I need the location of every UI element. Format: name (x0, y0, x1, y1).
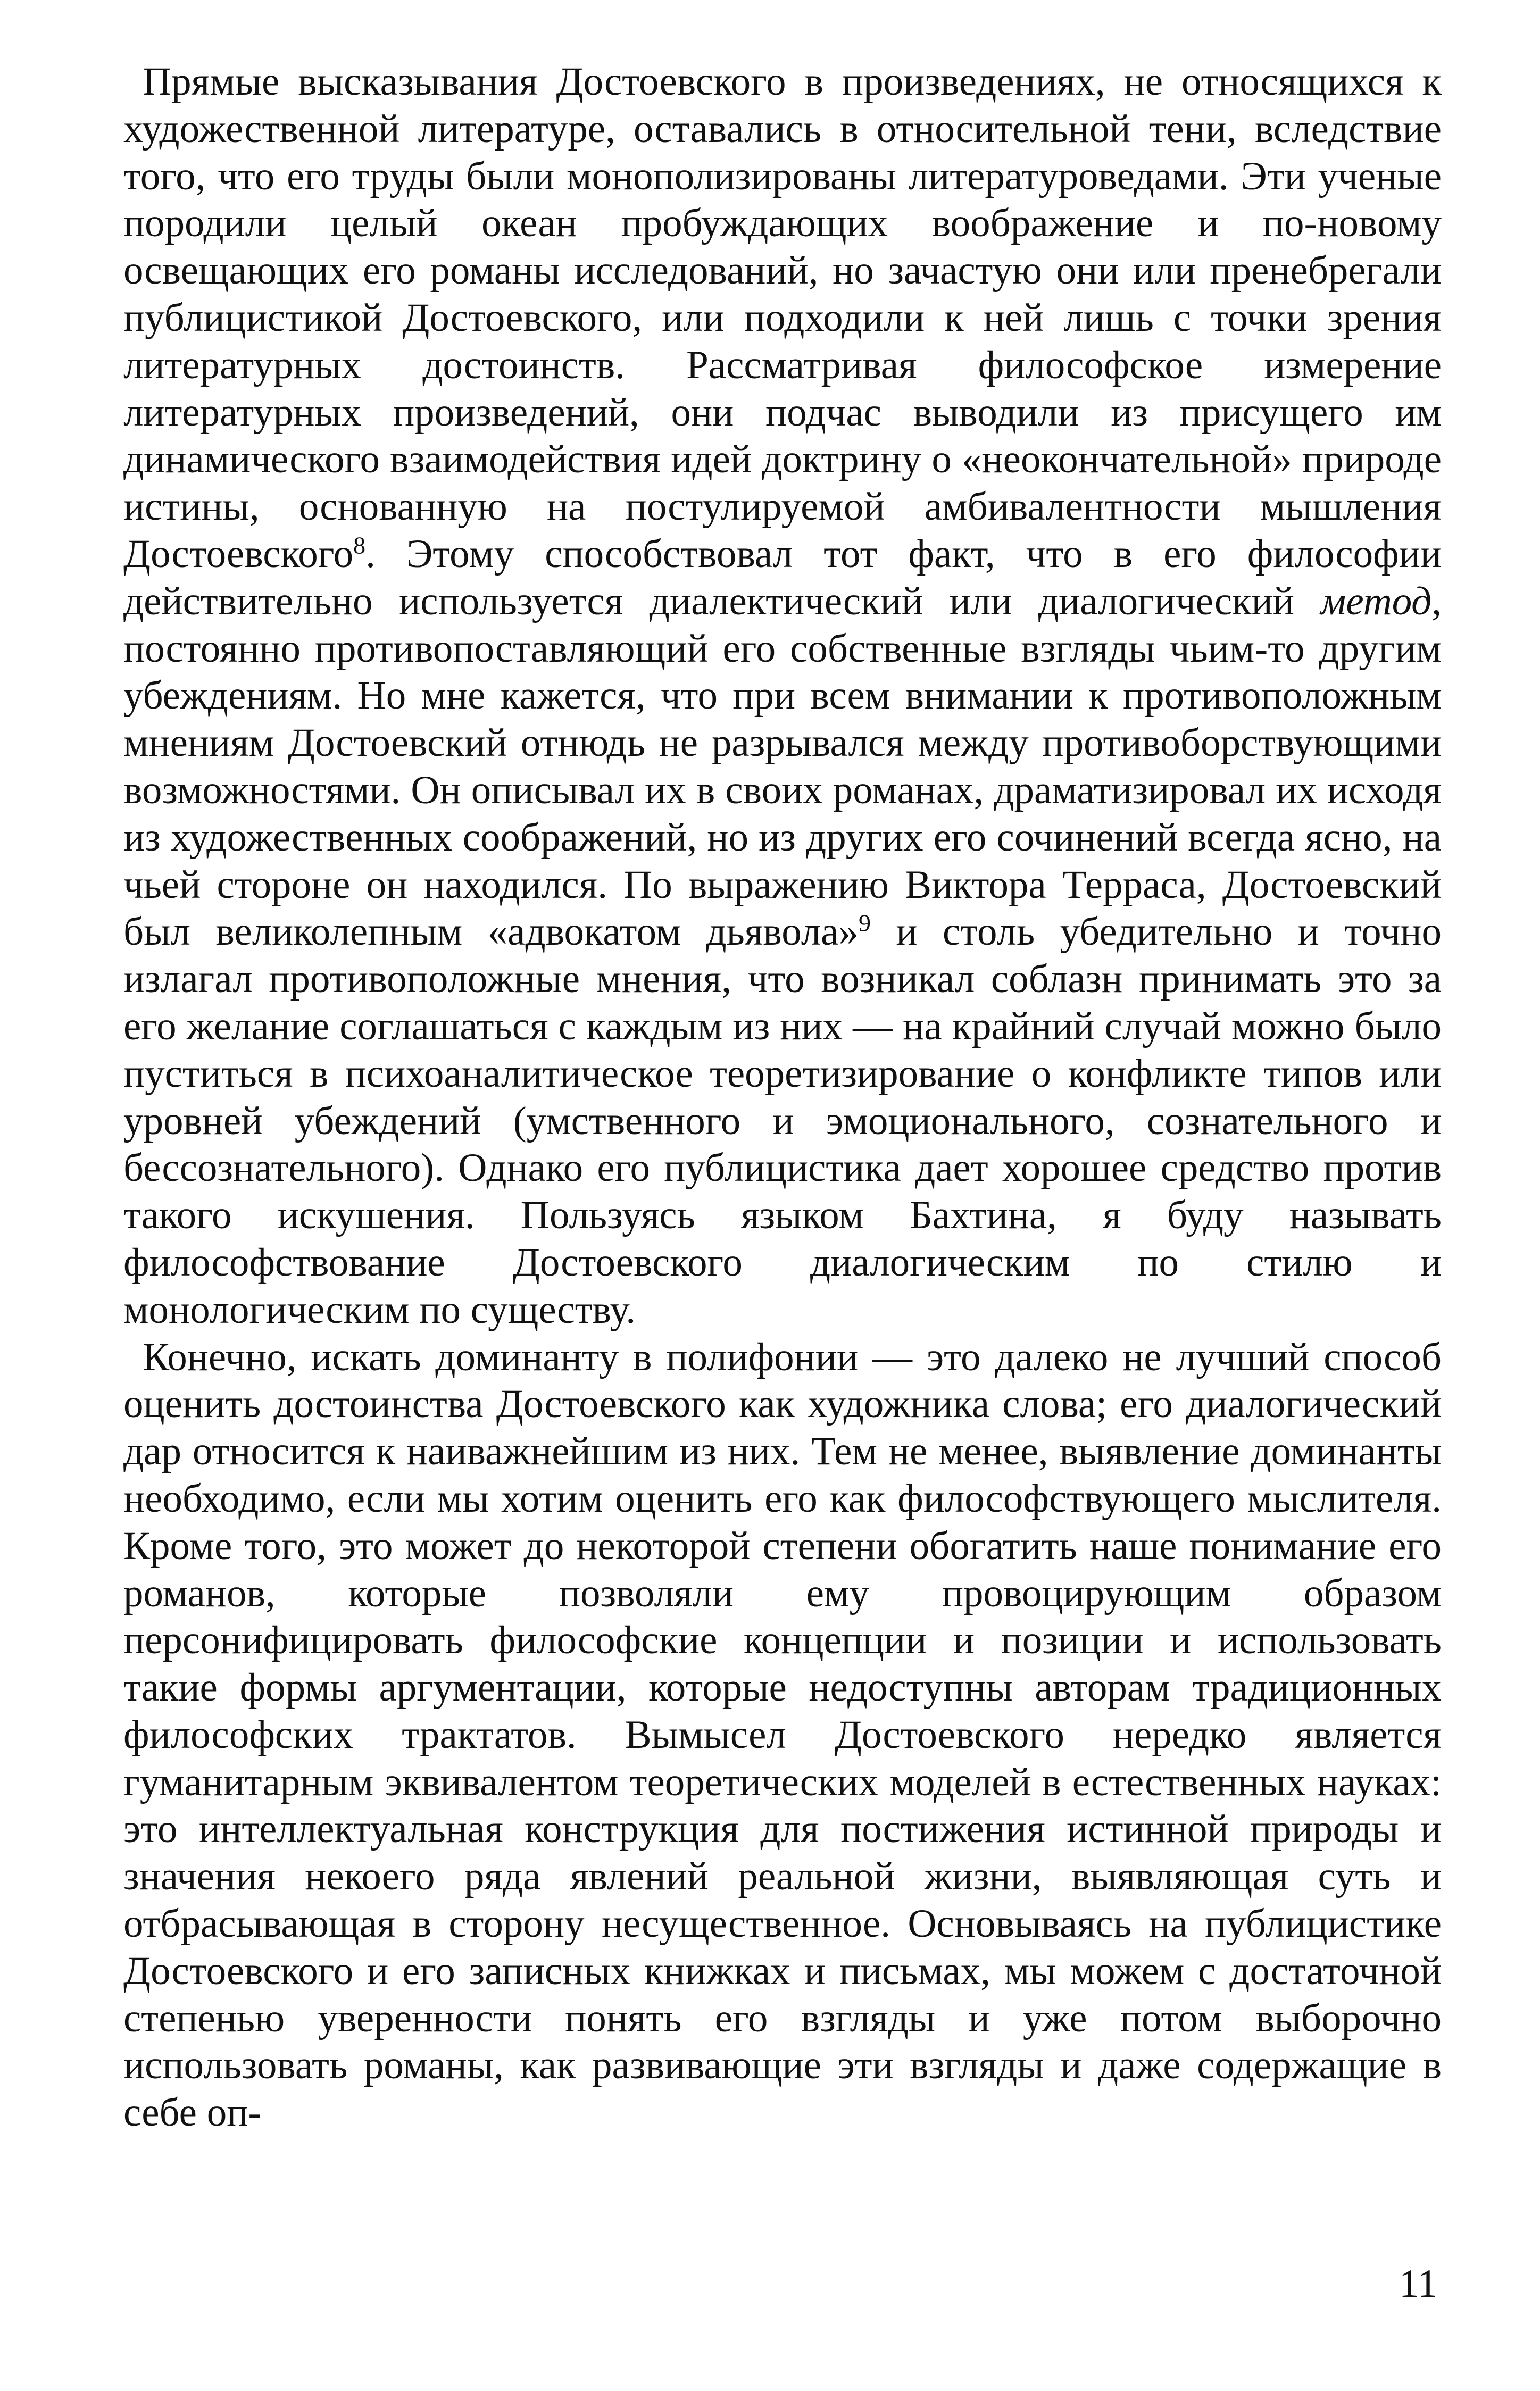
paragraph (123, 59, 1442, 1334)
emphasis-text: метод (1320, 579, 1432, 623)
page-number: 11 (1399, 2262, 1438, 2306)
footnote-ref[interactable]: 8 (353, 531, 366, 559)
paragraph-text: , постоянно противопоставляющий его собственные взгляды чьим-то другим убеждениям. Но мне кажется, что при всем внимании к противоположным мнениям Достоевский отнюдь не разрывался между противоборствующими возможностями. Он описывал их в своих романах, драматизировал их исходя из художественных соображений, но из других его сочинений всегда ясно, на чьей стороне он находился. По выражению Виктора Терраса, Достоевский был великолепным «адвокатом дьявола» (123, 579, 1442, 954)
paragraph-text: . Этому способствовал тот факт, что в его философии действительно используется диалектический или диалогический (123, 531, 1442, 623)
paragraph-text: Прямые высказывания Достоевского в произведениях, не относящихся к художественной литературе, оставались в относительной тени, вследствие того, что его труды были монополизированы литературоведами. Эти ученые породили целый океан пробуждающих воображение и по-новому освещающих его романы исследований, но зачастую они или пренебрегали публицистикой Достоевского, или подходили к ней лишь с точки зрения литературных достоинств. Рассматривая философское измерение литературных произведений, они подчас выводили из присущего им динамического взаимодействия идей доктрину о «неокончательной» природе истины, основанную на постулируемой амбивалентности мышления Достоевского (123, 60, 1442, 576)
paragraph-text: и столь убедительно и точно излагал противоположные мнения, что возникал соблазн принимать это за его желание соглашаться с каждым из них — на крайний случай можно было пуститься в психоаналитическое теоретизирование о конфликте типов или уровней убеждений (умственного и эмоционального, сознательного и бессознательного). Однако его публицистика дает хорошее средство против такого искушения. Пользуясь языком Бахтина, я буду называть философствование Достоевского диалогическим по стилю и монологическим по существу. (123, 910, 1442, 1332)
paragraph-text: Конечно, искать доминанту в полифонии — это далеко не лучший способ оценить достоинства Достоевского как художника слова; его диалогический дар относится к наиважнейшим из них. Тем не менее, выявление доминанты необходимо, если мы хотим оценить его как философствующего мыслителя. Кроме того, это может до некоторой степени обогатить наше понимание его романов, которые позволяли ему провоцирующим образом персонифицировать философские концепции и позиции и использовать такие формы аргументации, которые недоступны авторам традиционных философских трактатов. Вымысел Достоевского нередко является гуманитарным эквивалентом теоретических моделей в естественных науках: это интеллектуальная конструкция для постижения истинной природы и значения некоего ряда явлений реальной жизни, выявляющая суть и отбрасывающая в сторону несущественное. Основываясь на публицистике Достоевского и его записных книжках и письмах, мы можем с достаточной степенью уверенности понять его взгляды и уже потом выборочно использовать романы, как развивающие эти взгляды и даже содержащие в себе оп- (123, 1335, 1442, 2135)
footnote-ref[interactable]: 9 (858, 910, 871, 937)
page-body (123, 59, 1442, 2137)
paragraph (123, 1334, 1442, 2137)
